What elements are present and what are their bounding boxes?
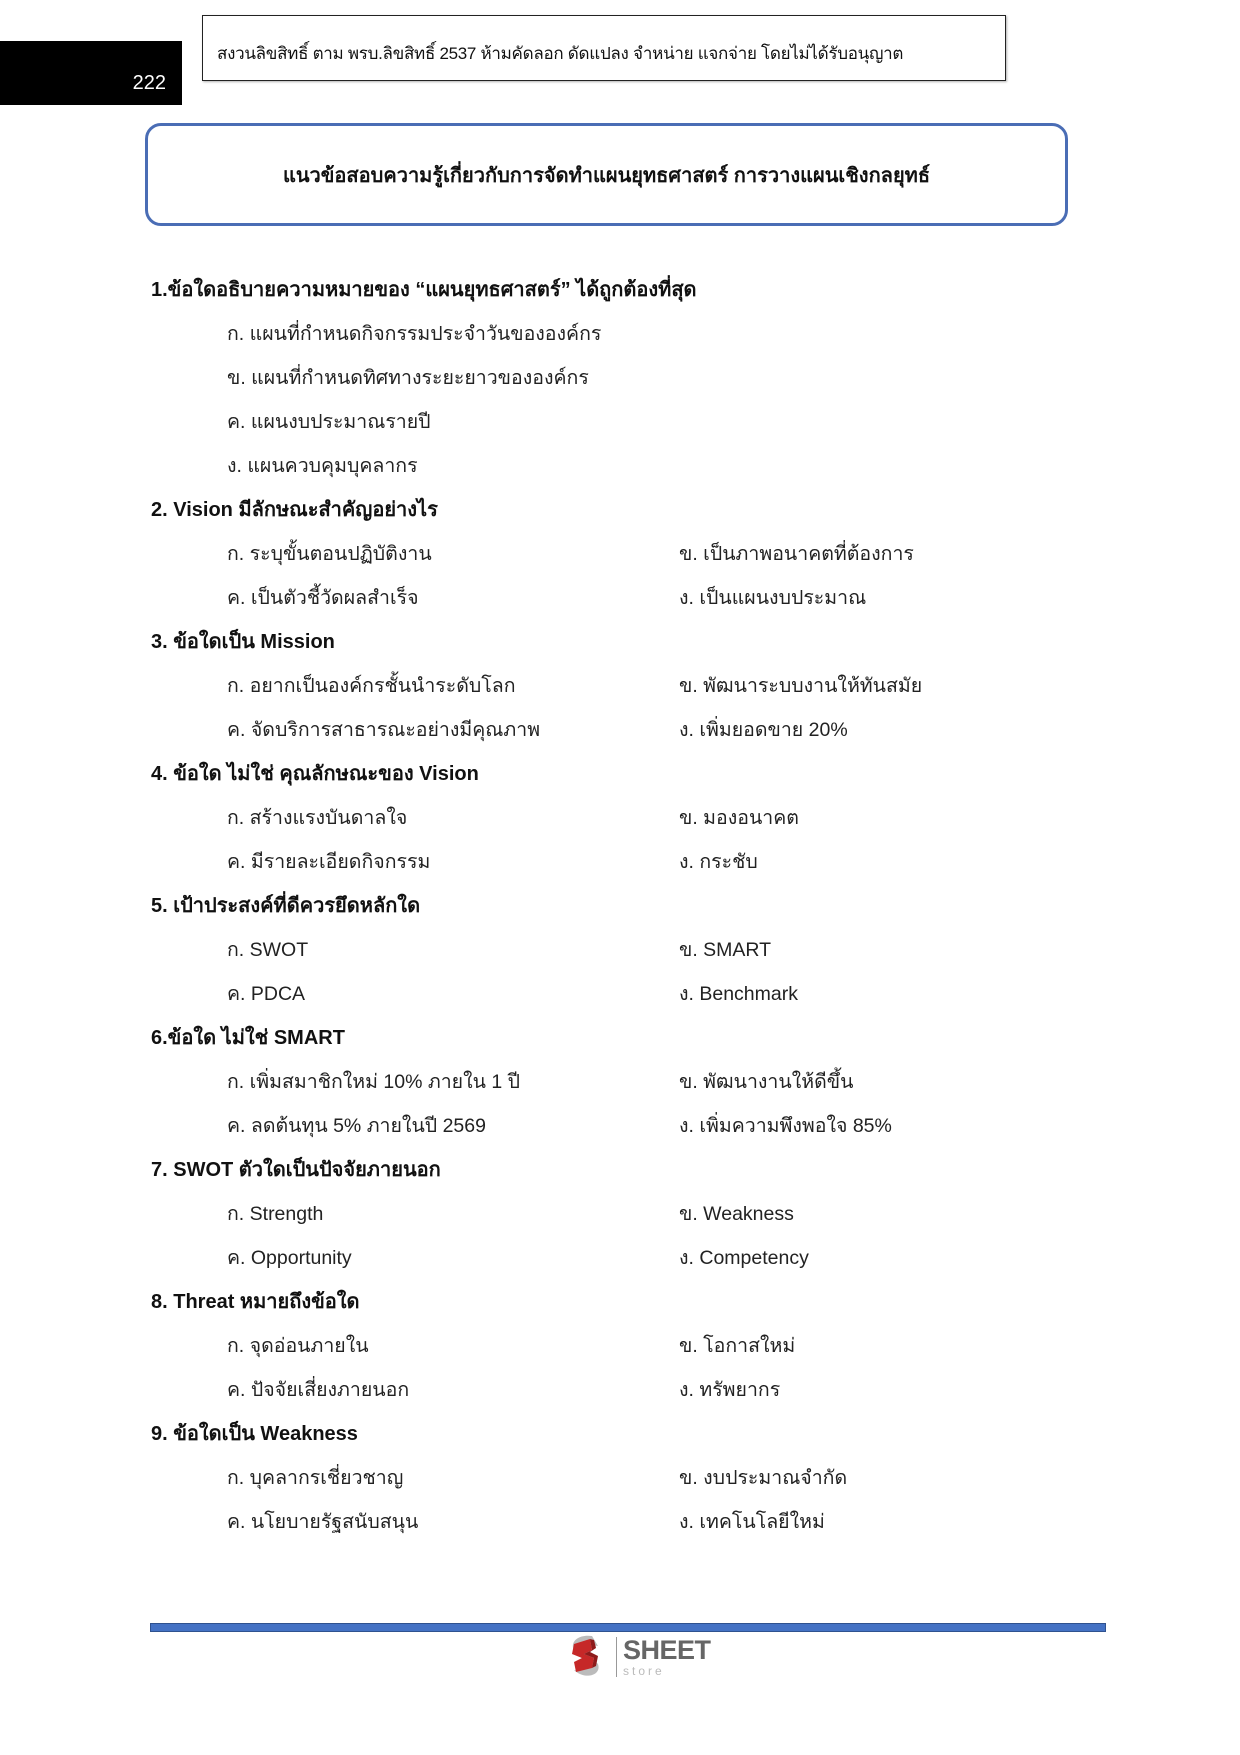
option-c: ค. จัดบริการสาธารณะอย่างมีคุณภาพ (227, 719, 541, 741)
question-7 (151, 1148, 1111, 1280)
question-list (151, 268, 1111, 1544)
copyright-notice-box (202, 15, 1006, 81)
question-2 (151, 488, 1111, 620)
option-d: ง. แผนควบคุมบุคลากร (227, 455, 418, 477)
option-a: ก. เพิ่มสมาชิกใหม่ 10% ภายใน 1 ปี (227, 1071, 520, 1093)
question-stem: 7. SWOT ตัวใดเป็นปัจจัยภายนอก (151, 1159, 441, 1181)
question-stem: 3. ข้อใดเป็น Mission (151, 631, 335, 653)
option-c: ค. Opportunity (227, 1247, 352, 1269)
option-a: ก. แผนที่กำหนดกิจกรรมประจำวันขององค์กร (227, 323, 602, 345)
question-stem: 6.ข้อใด ไม่ใช่ SMART (151, 1027, 345, 1049)
option-c: ค. มีรายละเอียดกิจกรรม (227, 851, 431, 873)
question-stem: 2. Vision มีลักษณะสำคัญอย่างไร (151, 499, 438, 521)
logo-subword: store (623, 1664, 665, 1678)
question-stem: 1.ข้อใดอธิบายความหมายของ “แผนยุทธศาสตร์” ได้ถูกต้องที่สุด (151, 279, 697, 301)
copyright-notice: สงวนลิขสิทธิ์ ตาม พรบ.ลิขสิทธิ์ 2537 ห้ามคัดลอก ดัดแปลง จำหน่าย แจกจ่าย โดยไม่ได้รับอนุญาต (217, 44, 904, 63)
option-a: ก. ระบุขั้นตอนปฏิบัติงาน (227, 543, 432, 565)
option-c: ค. ปัจจัยเสี่ยงภายนอก (227, 1379, 410, 1401)
question-stem: 4. ข้อใด ไม่ใช่ คุณลักษณะของ Vision (151, 763, 479, 785)
option-d: ง. Competency (679, 1247, 809, 1269)
section-title-box (145, 123, 1068, 226)
option-d: ง. เพิ่มความพึงพอใจ 85% (679, 1115, 892, 1137)
question-3 (151, 620, 1111, 752)
option-a: ก. บุคลากรเชี่ยวชาญ (227, 1467, 404, 1489)
option-b: ข. พัฒนางานให้ดีขึ้น (679, 1071, 854, 1093)
option-a: ก. SWOT (227, 939, 309, 961)
option-d: ง. เพิ่มยอดขาย 20% (679, 719, 848, 741)
page-number: 222 (132, 72, 166, 94)
question-6 (151, 1016, 1111, 1148)
page-number-box (0, 41, 182, 105)
option-b: ข. พัฒนาระบบงานให้ทันสมัย (679, 675, 923, 697)
logo-wordmark (623, 1637, 711, 1677)
logo-separator (616, 1637, 617, 1677)
option-a: ก. จุดอ่อนภายใน (227, 1335, 369, 1357)
question-stem: 8. Threat หมายถึงข้อใด (151, 1291, 360, 1313)
option-b: ข. โอกาสใหม่ (679, 1335, 796, 1357)
option-d: ง. กระชับ (679, 851, 758, 873)
question-stem: 9. ข้อใดเป็น Weakness (151, 1423, 358, 1445)
option-c: ค. เป็นตัวชี้วัดผลสำเร็จ (227, 587, 419, 609)
option-d: ง. เทคโนโลยีใหม่ (679, 1511, 825, 1533)
option-c: ค. PDCA (227, 983, 306, 1005)
question-1 (151, 268, 1111, 488)
option-a: ก. Strength (227, 1203, 324, 1225)
option-d: ง. ทรัพยากร (679, 1379, 781, 1401)
option-c: ค. แผนงบประมาณรายปี (227, 411, 431, 433)
option-b: ข. มองอนาคต (679, 807, 799, 829)
option-b: ข. Weakness (679, 1203, 794, 1225)
option-c: ค. ลดต้นทุน 5% ภายในปี 2569 (227, 1115, 486, 1137)
option-d: ง. Benchmark (679, 983, 798, 1005)
logo-word: SHEET (623, 1635, 711, 1665)
footer-divider (150, 1623, 1106, 1632)
option-a: ก. สร้างแรงบันดาลใจ (227, 807, 408, 829)
option-b: ข. เป็นภาพอนาคตที่ต้องการ (679, 543, 914, 565)
question-4 (151, 752, 1111, 884)
question-9 (151, 1412, 1111, 1544)
option-c: ค. นโยบายรัฐสนับสนุน (227, 1511, 419, 1533)
option-d: ง. เป็นแผนงบประมาณ (679, 587, 867, 609)
section-title: แนวข้อสอบความรู้เกี่ยวกับการจัดทำแผนยุทธศาสตร์ การวางแผนเชิงกลยุทธ์ (282, 164, 931, 187)
question-8 (151, 1280, 1111, 1412)
option-b: ข. SMART (679, 939, 772, 961)
option-b: ข. แผนที่กำหนดทิศทางระยะยาวขององค์กร (227, 367, 589, 389)
question-5 (151, 884, 1111, 1016)
sheet-store-logo (562, 1632, 742, 1682)
s-logo-icon (562, 1632, 612, 1682)
option-b: ข. งบประมาณจำกัด (679, 1467, 848, 1489)
question-stem: 5. เป้าประสงค์ที่ดีควรยึดหลักใด (151, 895, 421, 917)
option-a: ก. อยากเป็นองค์กรชั้นนำระดับโลก (227, 675, 516, 697)
